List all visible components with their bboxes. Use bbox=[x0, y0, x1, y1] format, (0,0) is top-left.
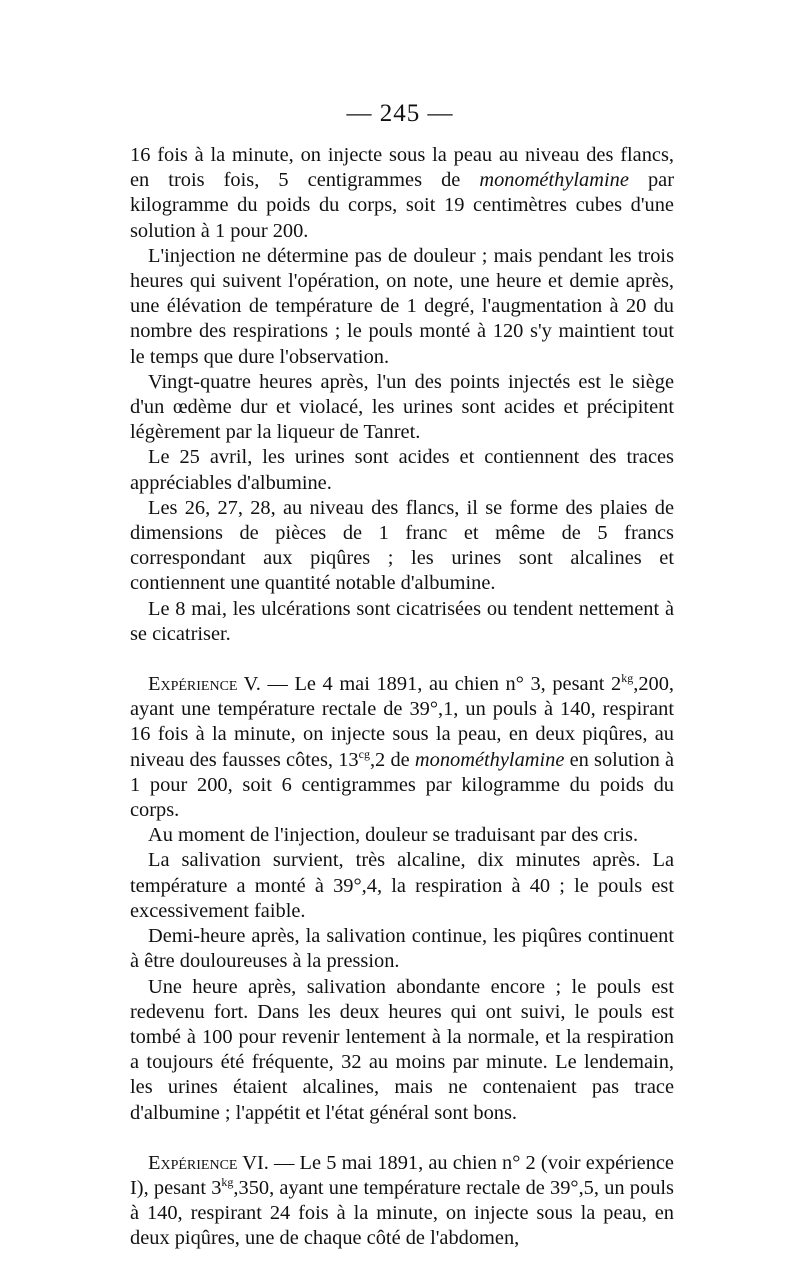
experiment-v-paragraph: Expérience V. — Le 4 mai 1891, au chien n° 3, pesant $2^{kg},200$, ayant une température rectale de 39°,1, un pouls à 140, respirant 16 fois à la minute, on injecte sous la peau, en deux piqûres, au niveau des fausses côtes, $13^{cg},2$ de monométhylamine en solution à 1 pour 200, soit 6 centigrammes par kilogramme du poids du corps. bbox=[130, 671, 675, 822]
paragraph: L'injection ne détermine pas de douleur ; mais pendant les trois heures qui suivent l'opération, on note, une heure et demie après, une élévation de température de 1 degré, l'augmentation à 20 du nombre des respirations ; le pouls monté à 120 s'y maintient tout le temps que dure l'observation. bbox=[130, 244, 674, 368]
experiment-heading: Expérience V. bbox=[148, 673, 261, 696]
paragraph: Au moment de l'injection, douleur se traduisant par des cris. bbox=[148, 824, 639, 847]
experiment-heading: Expérience VI. bbox=[148, 1151, 269, 1174]
paragraph-continued: 16 fois à la minute, on injecte sous la peau au niveau des flancs, en trois fois, 5 centigrammes de monométhylamine par kilogramme du poids du corps, soit 19 centimètres cubes d'une solution à 1 pour 200. bbox=[130, 144, 674, 242]
paragraph: Vingt-quatre heures après, l'un des points injectés est le siège d'un œdème dur et violacé, les urines sont acides et précipitent légèrement par la liqueur de Tanret. bbox=[130, 370, 674, 444]
paragraph: Le 25 avril, les urines sont acides et contiennent des traces appréciables d'albumine. bbox=[130, 446, 674, 494]
unit-superscript: cg bbox=[358, 746, 370, 761]
paragraph: Les 26, 27, 28, au niveau des flancs, il se forme des plaies de dimensions de pièces de 1 franc et même de 5 francs correspondant aux piqûres ; les urines sont alcalines et contiennent une quantité notable d'albumine. bbox=[130, 496, 674, 595]
page-number: — 245 — bbox=[346, 100, 454, 127]
unit-superscript: kg bbox=[621, 671, 634, 686]
page-body bbox=[130, 143, 674, 1252]
paragraph: Demi-heure après, la salivation continue, les piqûres continuent à être douloureuses à la pression. bbox=[130, 925, 674, 973]
paragraph: Une heure après, salivation abondante encore ; le pouls est redevenu fort. Dans les deux heures qui ont suivi, le pouls est tombé à 100 pour revenir lentement à la normale, et la respiration a toujours été fréquente, 32 au moins par minute. Le lendemain, les urines étaient alcalines, mais ne contenaient pas trace d'albumine ; l'appétit et l'état général sont bons. bbox=[130, 975, 674, 1124]
paragraph: La salivation survient, très alcaline, dix minutes après. La température a monté à 39°,4, la respiration à 40 ; le pouls est excessivement faible. bbox=[130, 849, 674, 922]
experiment-vi-paragraph: Expérience VI. — Le 5 mai 1891, au chien n° 2 (voir expérience I), pesant $3^{kg},350$, ayant une température rectale de 39°,5, un pouls à 140, respirant 24 fois à la minute, on injecte sous la peau, en deux piqûres, une de chaque côté de l'abdomen, bbox=[130, 1151, 674, 1250]
paragraph: Le 8 mai, les ulcérations sont cicatrisées ou tendent nettement à se cicatriser. bbox=[130, 597, 674, 645]
drug-name: monométhylamine bbox=[479, 169, 629, 192]
unit-superscript: kg bbox=[221, 1174, 234, 1189]
drug-name: monométhylamine bbox=[414, 748, 565, 771]
